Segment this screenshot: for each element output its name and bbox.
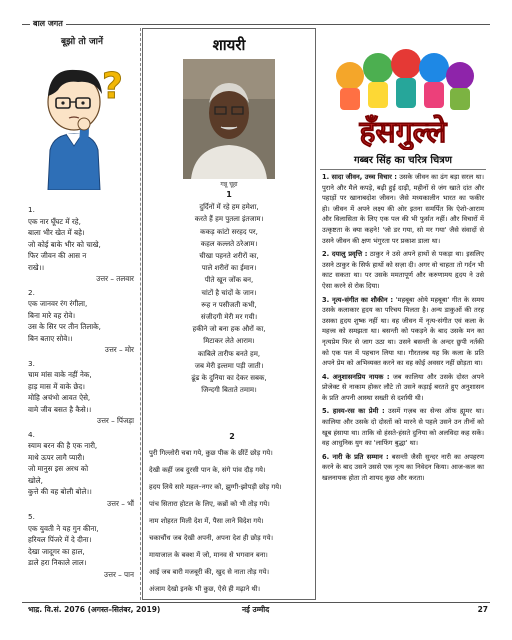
riddle-answer: उत्तर – मोर xyxy=(104,345,134,354)
riddle-item xyxy=(28,287,136,356)
riddles-title: बूझो तो जानें xyxy=(60,37,103,47)
poem-line: आई जब बारी मजबूरी की, खुद से नाता तोड़ गये। xyxy=(149,568,270,576)
photo-caption: गन्नू चूहा xyxy=(220,181,238,188)
column-divider xyxy=(140,28,141,600)
poem-line: पाले शरीरों का ईमान। xyxy=(201,264,257,273)
poem-line: पुरी गिल्लोरी चबा गये, कुछ पीक के छींटें छोड़ गये। xyxy=(149,449,273,457)
riddle-answer: उत्तर – पान xyxy=(104,569,134,579)
poem-line: अंजाम देखो इनके भी कुछ, ऐसे ही मढ़ाने थी। xyxy=(149,585,261,593)
paragraph-text: बसन्ती जैसी सुन्दर नारी का अपहरण करने के बाद उसने उससे एक नृत्य का निवेदन किया। आज-कल का खलनायक होता तो शायद कुछ और करता। xyxy=(322,452,484,483)
paragraph-heading: 4. अनुशासनप्रिय नायक : xyxy=(322,372,390,381)
riddle-item xyxy=(28,204,136,285)
poem-line: मिटाकर लेते आराम। xyxy=(203,337,255,346)
poem-line: संजीदगी मेरी मर गयी। xyxy=(200,313,258,322)
riddle-number: 2. xyxy=(28,287,35,297)
poem-1 xyxy=(143,189,315,396)
article-title: गब्बर सिंह का चरित्र चित्रण xyxy=(320,152,486,170)
riddle-list xyxy=(28,204,136,582)
top-rule xyxy=(22,24,490,25)
article-paragraph xyxy=(322,452,484,484)
humor-column xyxy=(320,28,486,600)
svg-text:हँसगुल्ले: हँसगुल्ले xyxy=(359,115,447,150)
riddle-number: 4. xyxy=(28,429,35,439)
riddle-line: एक युवती ने यह गुन कीना, xyxy=(28,523,99,533)
poem-line: ढूंढ के दुनिया का देकर सबक, xyxy=(191,374,267,383)
footer-magazine-name: नई उम्मीद xyxy=(242,605,270,614)
poem-2-number: 2 xyxy=(229,432,235,441)
svg-text:?: ? xyxy=(102,66,123,107)
riddle-number: 5. xyxy=(28,512,35,521)
riddle-answer: उत्तर – तलवार xyxy=(96,274,134,283)
riddle-line: कुत्ते की वह बोली बोले।। xyxy=(28,487,92,496)
riddle-line: फिर जीवन की आस न xyxy=(28,251,87,260)
bottom-rule xyxy=(22,602,490,603)
poem-line: ककड़ कांटो सरहद पर, xyxy=(200,227,258,236)
poem-line: मायाजाल के बक्श में जो, मानव से भगवान बना। xyxy=(149,551,268,559)
riddle-line: वामे जीव बसत है कैसे।। xyxy=(28,404,92,414)
poem-line: चकाचौंध जब देखी अपनी, अपना देश ही छोड़ गये। xyxy=(149,534,274,542)
poem-line: दुर्दिनों में रहे हम हमेशा, xyxy=(199,203,259,212)
riddle-line: राखे।। xyxy=(28,262,45,272)
hasgulle-logo xyxy=(320,38,486,150)
paragraph-text: ठाकुर ने उसे अपने हाथों से पकड़ा था। इसलिए उसने ठाकुर के सिर्फ हाथों को सज़ा दी। अगर वो चाहता तो गर्दन भी काट सकता था। पर उसके ममतापूर्ण और करुणामय हृदय ने उसे ऐसा करने से रोक दिया। xyxy=(322,250,484,290)
riddle-line: मोहि अचंभो आवत ऐसे, xyxy=(28,393,91,402)
poem-line: करते हैं हम पुतला इंतजाम। xyxy=(194,215,264,224)
paragraph-text: उसके जीवन का ढंग बड़ा सरल था। पुराने और मैले कपड़े, बढ़ी हुई दाढ़ी, महीनों से जंग खाते दांत और पहाड़ों पर खानाबदोश जीवन। जैसे मध्यकालीन भारत का फकीर हो। जीवन में अपने लक्ष्य की ओर इतना समर्पित कि ऐशो-आराम और विलासिता के लिए एक पल की भी फुर्सत नहीं। और विचारों में उत्कृष्टता के क्या कहने! 'जो डर गया, सो मर गया' जैसे संवादों से उसने जीवन की क्षण भंगुरता पर प्रकाश डाला था। xyxy=(322,173,484,245)
poet-photo xyxy=(183,59,275,179)
riddle-line: हाड़ मास में वाके छेद। xyxy=(28,381,85,391)
poem-line: जब मेरी इल्तमा पड़ी जाती। xyxy=(194,361,264,370)
paragraph-heading: 3. नृत्य-संगीत का शौकीन : xyxy=(322,295,394,304)
riddle-line: देखा जादूगर का हाल, xyxy=(28,546,85,556)
poem-2 xyxy=(149,431,315,600)
paragraph-heading: 1. सादा जीवन, उच्च विचार : xyxy=(322,173,397,181)
shayari-column xyxy=(142,28,316,600)
poem-line: चांटों है चांदों के जान। xyxy=(201,288,257,297)
riddle-line: उस के सिर पर तीन तिलाके, xyxy=(28,322,101,331)
article-paragraph xyxy=(322,372,484,404)
article-paragraph xyxy=(322,406,484,448)
riddle-line: बिन बताए सोवे।। xyxy=(28,333,73,343)
riddle-line: डाले हरा निकाले लाल। xyxy=(28,558,87,567)
riddle-line: एक जानवर रंग रंगीला, xyxy=(28,299,88,308)
article-paragraph xyxy=(322,172,484,246)
poem-line: हदय लिये सारे महल–नगर को, झुग्गी-झोपड़ी छोड़ गये। xyxy=(149,483,282,491)
article-paragraph xyxy=(322,249,484,291)
riddle-line: एक नार घूँघट में रहे, xyxy=(28,216,81,226)
riddle-line: स्याम बरन की है एक नारी, xyxy=(28,441,98,450)
article-paragraph xyxy=(322,295,484,369)
paragraph-text: जब कालिया और उसके दोस्त अपने प्रोजेक्ट से नाकाम होकर लौटे तो उसने कड़ाई बरतते हुए अनुशासन के प्रति अपनी आस्था सख्ती से दर्शायी थी। xyxy=(322,372,484,402)
poem-line: काबिले तारीफ बनते हम, xyxy=(197,349,261,358)
poem-line: हकीने जो बना हक औरों का, xyxy=(192,325,266,334)
riddle-answer: उत्तर – भौं xyxy=(107,498,134,508)
section-tag: बाल जगत xyxy=(30,18,66,29)
shayari-title: शायरी xyxy=(212,36,246,54)
riddle-line: खोले, xyxy=(28,475,43,485)
riddle-item xyxy=(28,511,136,580)
poem-line: जिन्दगी बिताते तमाम। xyxy=(201,386,257,395)
page-number: 27 xyxy=(477,605,488,614)
thinking-boy-illustration xyxy=(34,50,134,190)
paragraph-text: 'महबूबा ओये महबूबा' गीत के समय उसके कलाकार हृदय का परिचय मिलता है। अन्य डाकुओं की तरह उसका हृदय शुष्क नहीं था। वह जीवन में नृत्य-संगीत एवं कला के महत्त्व को समझता था। बसन्ती को पकड़ने के बाद उसके मन का नृत्यप्रेम फिर से जाग उठा था। उसने बसन्ती के अन्दर छुपी नर्तकी को एक पल में पहचान लिया था। गौरतलब यह कि कला के प्रति अपने प्रेम को अभिव्यक्त करने का वह कोई अवसर नहीं छोड़ता था। xyxy=(322,295,484,368)
paragraph-heading: 5. हास्य-रस का प्रेमी : xyxy=(322,407,385,416)
paragraph-text: उसमें गज़ब का सेन्स ऑफ ह्यूमर था। कालिया और उसके दो दोस्तों को मारने से पहले उसने उन तीनों को खूब हंसाया था। ताकि वो हंसते-हंसते दुनिया को अलविदा कह सकें। वह आधुनिक युग का 'लाफिंग बुद्धा' था। xyxy=(322,407,484,448)
poem-line: चीखा पहनते शरीरों का, xyxy=(199,252,259,261)
riddle-answer: उत्तर – पिंजड़ा xyxy=(97,416,134,425)
article-body xyxy=(322,172,484,487)
poem-line: पांच सितारा होटल के लिए, कब्रों को भी तोड़ गये। xyxy=(149,500,270,508)
riddle-number: 1. xyxy=(28,205,35,214)
riddle-line: बाला भीर खेत में बहे। xyxy=(28,228,85,237)
poem-line: पीते खून जोंक बन, xyxy=(204,276,254,285)
riddle-line: हरियल पिंजरे में दे दीना। xyxy=(28,535,92,544)
poem-1-number: 1 xyxy=(226,190,232,199)
page-footer xyxy=(28,604,488,618)
riddle-line: माथे ऊपर लागै प्यारी। xyxy=(28,452,85,462)
poem-line: देखी कहीं जब दुरसी पान के, संगे पांव दौड़ गये। xyxy=(149,466,266,474)
riddle-line: चाम मांस वाके नहीं नेक, xyxy=(28,370,92,379)
riddle-line: बिना मारे वह रोवे। xyxy=(28,310,76,320)
poem-line: कहल कल्लते ठरेआम। xyxy=(200,239,258,248)
riddle-item xyxy=(28,429,136,510)
poem-line: नाम शोहरत मिली देश में, पैसा लाने विदेश गये। xyxy=(149,517,264,525)
paragraph-heading: 2. दयालु प्रवृत्ति : xyxy=(322,250,368,259)
riddle-item xyxy=(28,358,136,427)
riddles-column xyxy=(28,28,136,600)
riddle-line: जो मानुस इस अरथ को xyxy=(28,464,89,473)
poem-line: रूह न पसीजती कभी, xyxy=(201,300,257,309)
paragraph-heading: 6. नारी के प्रति सम्मान : xyxy=(322,452,389,461)
riddle-line: जो कोई बाके भीर को चाखे, xyxy=(28,239,101,249)
footer-date: भाद्र. वि.सं. 2076 (अगस्त–सितंबर, 2019) xyxy=(28,605,161,614)
riddle-number: 3. xyxy=(28,358,35,368)
